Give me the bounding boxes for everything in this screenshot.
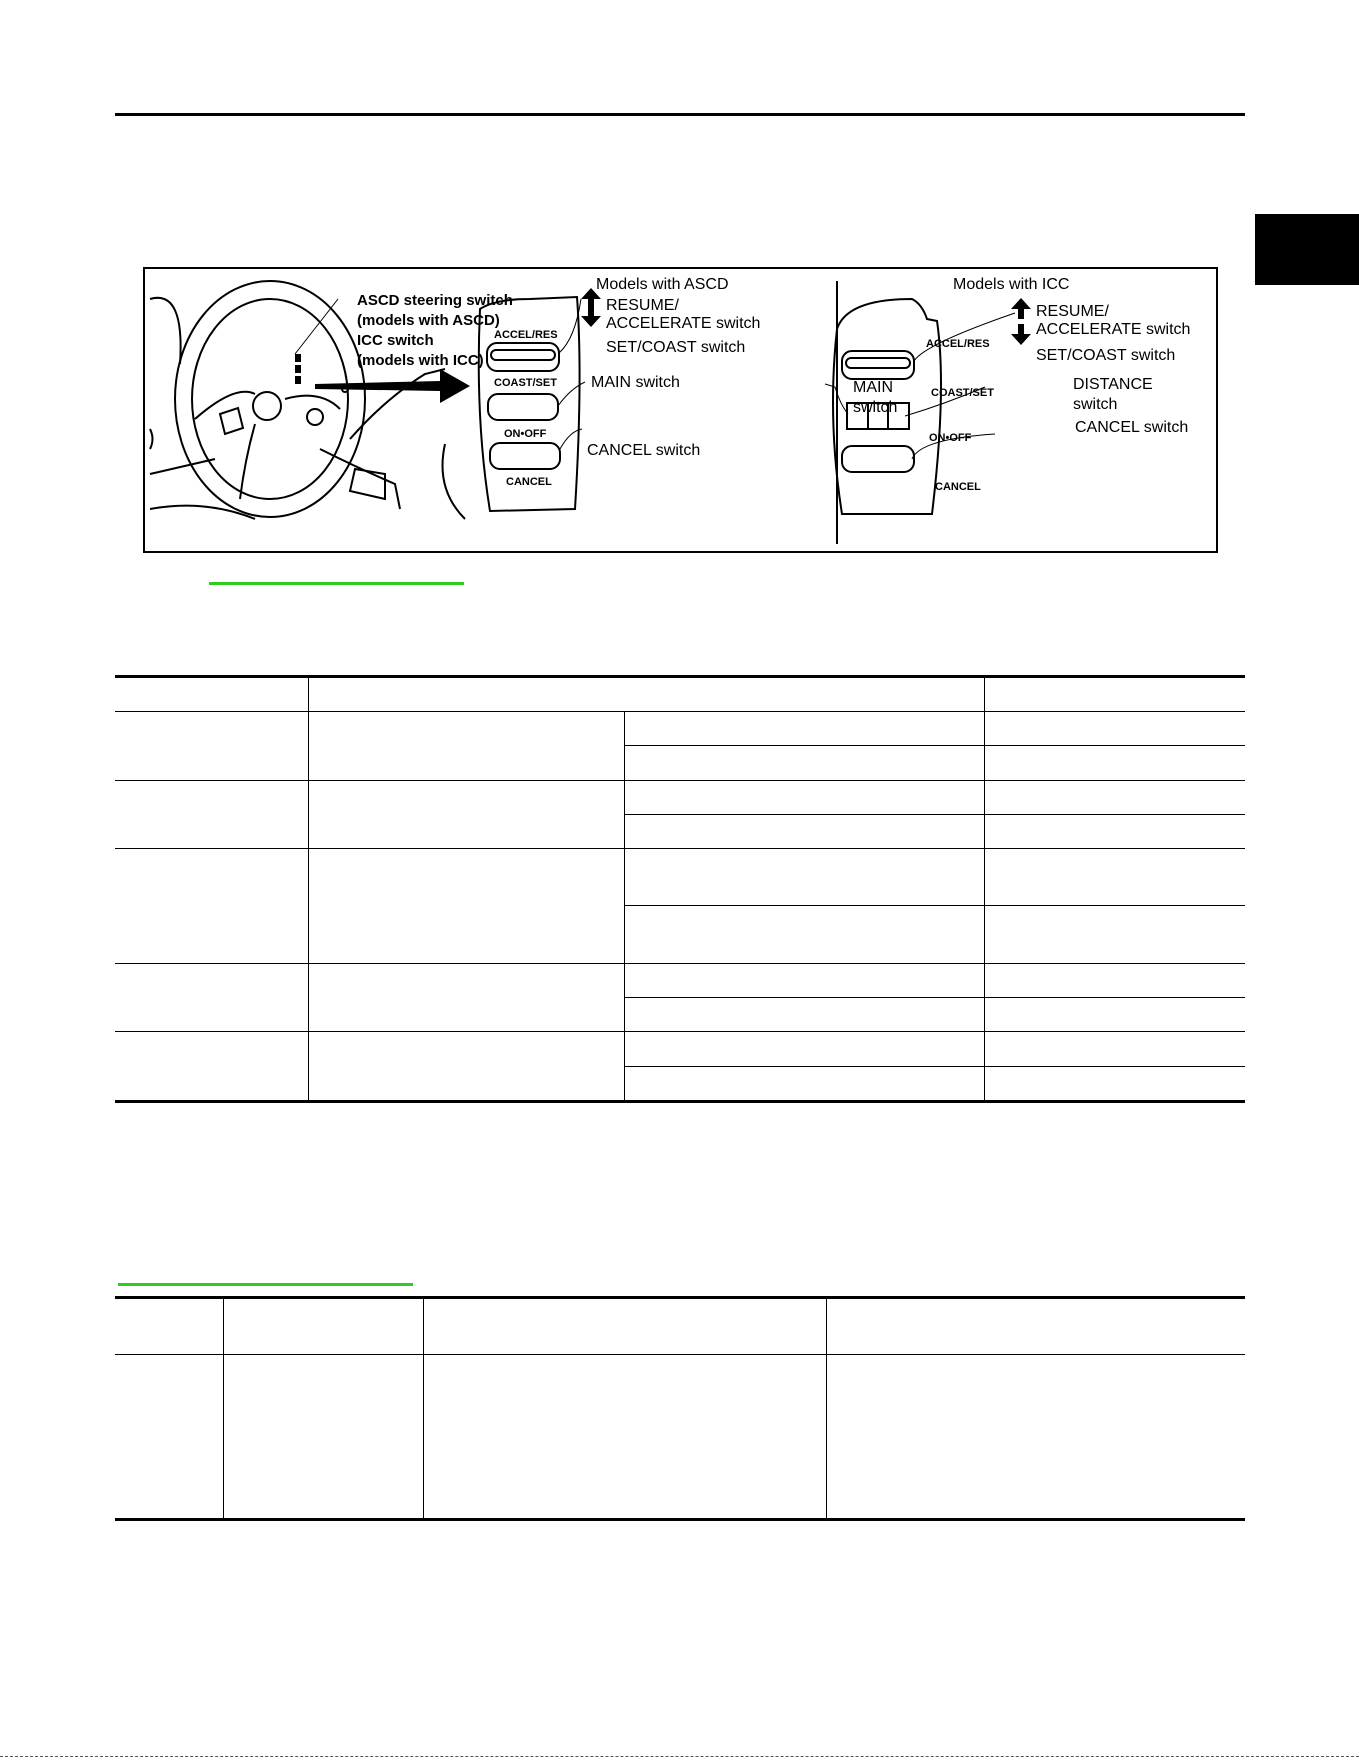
- icc-btn-cancel: CANCEL: [935, 481, 981, 493]
- heading-models-with-ascd: Models with ASCD: [596, 276, 729, 293]
- label-icc-cancel: CANCEL switch: [1075, 419, 1189, 436]
- label-icc-resume: RESUME/: [1036, 303, 1109, 320]
- label-ascd-cancel: CANCEL switch: [587, 442, 701, 459]
- reference-link-2[interactable]: [118, 1283, 413, 1286]
- reference-link-1[interactable]: [209, 582, 464, 585]
- ascd-btn-accel-res: ACCEL/RES: [494, 329, 558, 341]
- label-icc-models: (models with ICC): [357, 352, 484, 369]
- label-ascd-resume: RESUME/: [606, 297, 679, 314]
- ascd-btn-coast-set: COAST/SET: [494, 377, 557, 389]
- ascd-btn-on-off: ON•OFF: [504, 428, 547, 440]
- label-icc-accelerate: ACCELERATE switch: [1036, 321, 1191, 338]
- label-icc-switch: ICC switch: [357, 332, 434, 349]
- diagnosis-table: [115, 1296, 1245, 1523]
- label-ascd-set-coast: SET/COAST switch: [606, 339, 746, 356]
- footer-rule: [0, 1756, 1359, 1757]
- label-ascd-steering-switch: ASCD steering switch: [357, 292, 513, 309]
- label-ascd-models: (models with ASCD): [357, 312, 500, 329]
- icc-btn-accel-res: ACCEL/RES: [926, 338, 990, 350]
- label-icc-distance: DISTANCE: [1073, 376, 1153, 393]
- label-ascd-accelerate: ACCELERATE switch: [606, 315, 761, 332]
- label-icc-main-switch: switch: [853, 399, 898, 416]
- label-icc-set-coast: SET/COAST switch: [1036, 347, 1176, 364]
- label-icc-main: MAIN: [853, 379, 893, 396]
- label-ascd-main: MAIN switch: [591, 374, 680, 391]
- icc-updown-arrows-icon: [1011, 298, 1031, 345]
- switch-figure: [143, 267, 1218, 553]
- switch-strip-icon: [295, 354, 301, 384]
- label-icc-distance-switch: switch: [1073, 396, 1118, 413]
- ascd-btn-cancel: CANCEL: [506, 476, 552, 488]
- header-rule: [115, 113, 1245, 116]
- heading-models-with-icc: Models with ICC: [953, 276, 1070, 293]
- icc-btn-coast-set: COAST/SET: [931, 387, 994, 399]
- switch-table: [115, 675, 1245, 1105]
- icc-btn-on-off: ON•OFF: [929, 432, 972, 444]
- section-tab: [1255, 214, 1359, 285]
